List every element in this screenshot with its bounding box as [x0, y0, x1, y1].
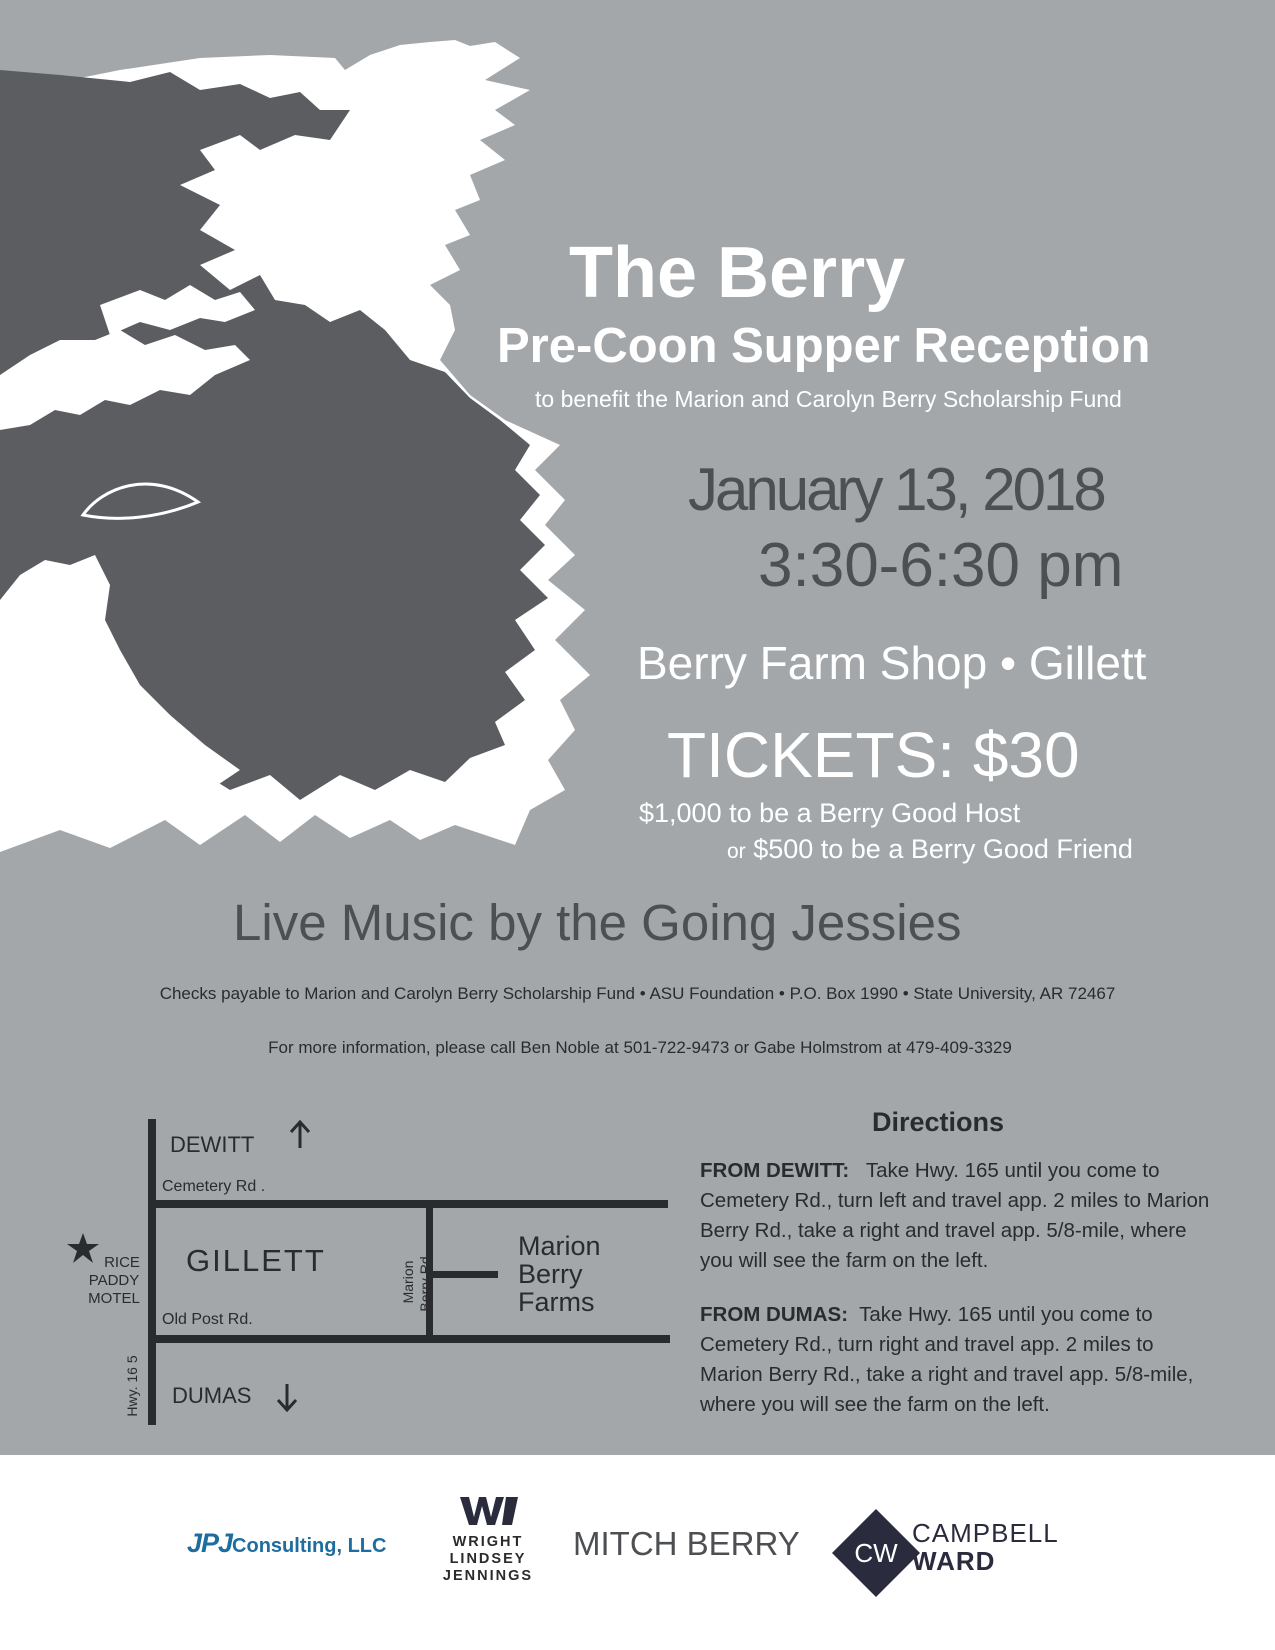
event-subtitle: Pre-Coon Supper Reception	[497, 319, 1151, 373]
wlj-logo-line: WRIGHT	[452, 1534, 524, 1550]
north-destination-label: DEWITT	[170, 1132, 255, 1157]
location-map	[60, 1110, 630, 1425]
farm-label-line: Marion	[518, 1231, 601, 1261]
cemetery-rd-road	[148, 1200, 668, 1208]
ticket-price: TICKETS: $30	[667, 719, 1080, 791]
contact-info-line: For more information, please call Ben Noble at 501-722-9473 or Gabe Holmstrom at 479-409-3329	[268, 1038, 1012, 1057]
wlj-logo-icon	[460, 1497, 518, 1525]
checks-payable-line: Checks payable to Marion and Carolyn Berry Scholarship Fund • ASU Foundation • P.O. Box 1990 • State University, AR 72467	[159, 984, 1116, 1003]
campbell-ward-logo-icon	[828, 1505, 924, 1601]
side-road-label-line: Marion	[400, 1260, 416, 1304]
mitch-berry-logo: MITCH BERRY	[573, 1525, 800, 1562]
arrow-down-icon	[275, 1382, 299, 1412]
from-dumas-text: Take Hwy. 165 until you come to Cemetery Rd., turn right and travel app. 2 miles to Marion Berry Rd., take a right and travel app. 5/8-mile, where you will see the farm on the left.	[700, 1303, 1194, 1416]
from-dewitt-label: FROM DEWITT:	[700, 1159, 850, 1182]
host-level: $1,000 to be a Berry Good Host	[639, 798, 1021, 828]
town-label: GILLETT	[186, 1243, 326, 1278]
campbell-ward-name-line1: CAMPBELL	[912, 1518, 1059, 1548]
arrow-up-icon	[288, 1120, 312, 1150]
motel-label	[74, 1254, 154, 1308]
motel-label-line: RICE	[104, 1254, 140, 1271]
marion-berry-rd-label	[400, 1220, 436, 1344]
farm-label-line: Berry	[518, 1259, 583, 1289]
benefit-line: to benefit the Marion and Carolyn Berry Scholarship Fund	[535, 386, 1122, 412]
friend-level-line	[727, 834, 1133, 865]
directions-from-dewitt	[700, 1156, 1220, 1276]
event-date: January 13, 2018	[688, 456, 1104, 523]
event-title: The Berry	[569, 233, 906, 313]
south-destination-label: DUMAS	[172, 1383, 252, 1408]
jpj-logo-mark: JPJ	[187, 1528, 233, 1558]
campbell-ward-name-line2: WARD	[912, 1546, 996, 1576]
wlj-logo-line: JENNINGS	[442, 1568, 534, 1584]
side-road-label-line: Berry Rd.	[417, 1252, 433, 1312]
friend-or-word: or	[727, 840, 746, 863]
music-line: Live Music by the Going Jessies	[233, 894, 962, 951]
farm-label	[518, 1232, 601, 1316]
old-post-rd-label: Old Post Rd.	[162, 1311, 253, 1328]
wlj-logo-line: LINDSEY	[449, 1551, 527, 1567]
cemetery-rd-label: Cemetery Rd .	[162, 1178, 266, 1195]
from-dumas-label: FROM DUMAS:	[700, 1303, 849, 1326]
directions-heading: Directions	[872, 1107, 1005, 1137]
jpj-logo-name: Consulting, LLC	[232, 1535, 387, 1557]
directions-from-dumas	[700, 1300, 1220, 1420]
friend-level: $500 to be a Berry Good Friend	[753, 834, 1133, 864]
farm-driveway	[432, 1271, 498, 1278]
event-time: 3:30-6:30 pm	[758, 531, 1124, 600]
motel-label-line: MOTEL	[88, 1290, 140, 1307]
from-dewitt-text: Take Hwy. 165 until you come to Cemetery Rd., turn left and travel app. 2 miles to Marion Berry Rd., take a right and travel app. 5/8-mile, where you will see the farm on the left.	[700, 1159, 1210, 1272]
jpj-consulting-logo	[187, 1528, 386, 1559]
event-venue: Berry Farm Shop • Gillett	[637, 637, 1147, 689]
motel-label-line: PADDY	[88, 1272, 140, 1289]
campbell-ward-initials: CW	[854, 1538, 898, 1568]
farm-label-line: Farms	[518, 1287, 595, 1317]
highway-label: Hwy. 16 5	[124, 1355, 140, 1417]
